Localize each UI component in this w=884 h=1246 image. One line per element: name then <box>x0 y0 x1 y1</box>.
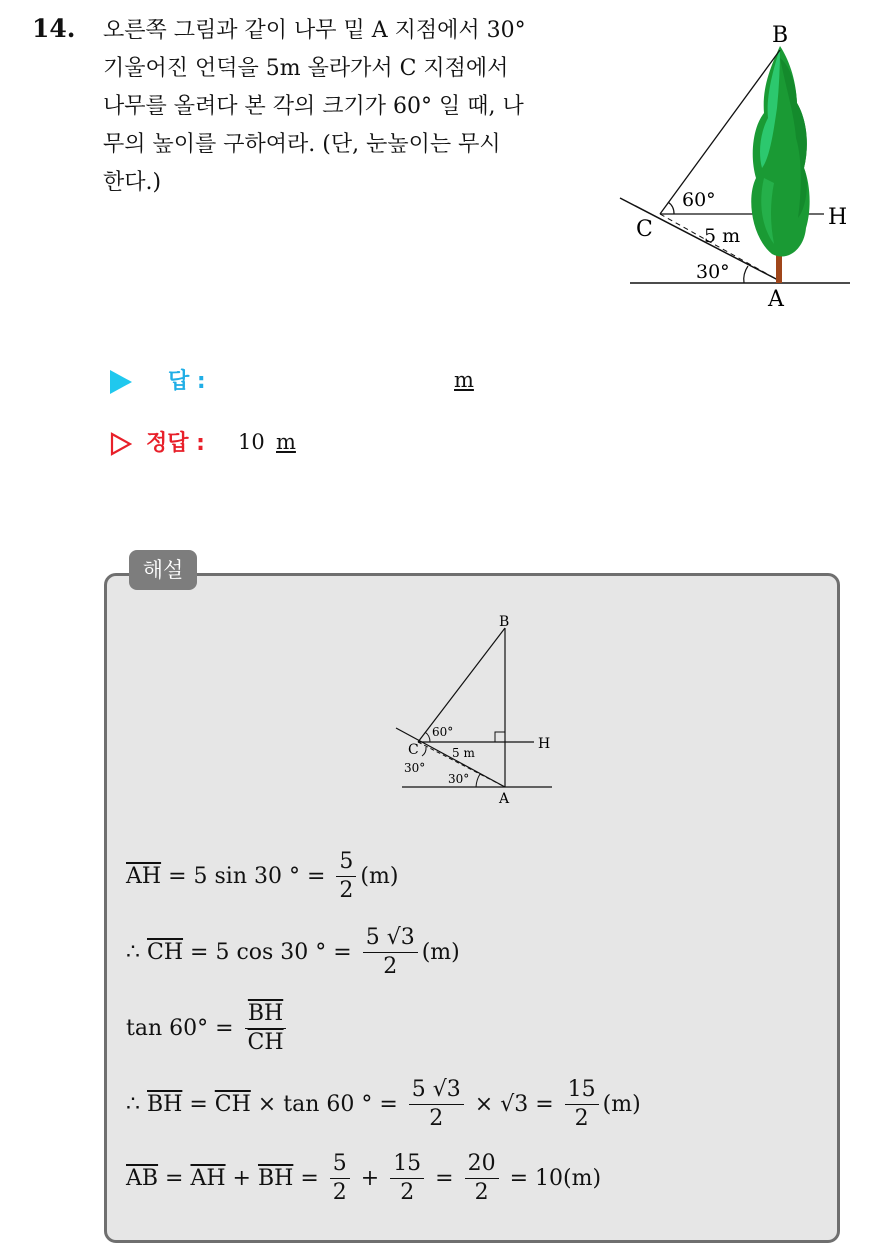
segment-bh: $\overline{BH}$ <box>257 1166 294 1191</box>
equation-ah: $\overline{AH}$ = 5 sin 30 ° = $\frac{5}{2}$ (m) <box>126 849 399 903</box>
label-B: B <box>772 23 789 48</box>
solution-tab: 해설 <box>129 550 197 590</box>
angle-60-label: 60° <box>682 189 716 211</box>
label-H: H <box>538 736 551 752</box>
fraction: $\frac{\overline{BH}}{CH}$ <box>245 1000 287 1057</box>
label-A: A <box>768 287 784 312</box>
question-text <box>103 12 593 202</box>
question-line: 오른쪽 그림과 같이 나무 밑 A 지점에서 30° <box>103 18 526 43</box>
play-outline-icon <box>110 432 132 456</box>
fraction: $\frac{5}{2}$ <box>336 848 356 905</box>
equation-ch: ∴ $\overline{CH}$ = 5 cos 30 ° = $\frac{5 √3}{2}$ (m) <box>126 925 460 979</box>
angle-arc-30 <box>744 266 748 283</box>
answer-label: 답 : <box>168 369 206 394</box>
segment-ch: $\overline{CH}$ <box>214 1092 251 1117</box>
equation-bh: ∴ $\overline{BH}$ = $\overline{CH}$ × tan 60 ° = $\frac{5 √3}{2}$ × √3 = $\frac{15}{2}$ (m) <box>126 1077 641 1131</box>
correct-answer-label: 정답 : <box>146 431 205 456</box>
angle-30-left-label: 30° <box>404 761 426 775</box>
fraction: $\frac{5}{2}$ <box>330 1150 350 1207</box>
fraction: $\frac{15}{2}$ <box>565 1076 599 1133</box>
correct-answer-value: 10 <box>238 430 265 454</box>
tree-slope-figure <box>612 18 862 318</box>
question-line: 무의 높이를 구하여라. (단, 눈높이는 무시 <box>103 132 501 157</box>
angle-30-label: 30° <box>696 261 730 283</box>
segment-ah: $\overline{AH}$ <box>190 1166 226 1191</box>
distance-label: 5 m <box>704 225 741 247</box>
right-angle-mark <box>495 732 505 742</box>
distance-label: 5 m <box>452 746 475 760</box>
angle-arc-30-left <box>422 747 426 756</box>
question-line: 나무를 올려다 본 각의 크기가 60° 일 때, 나 <box>103 94 524 119</box>
fraction: $\frac{20}{2}$ <box>465 1150 499 1207</box>
fraction: $\frac{15}{2}$ <box>390 1150 424 1207</box>
angle-30-label: 30° <box>448 772 470 786</box>
label-A: A <box>499 791 510 807</box>
segment-bh: $\overline{BH}$ <box>147 1092 183 1117</box>
answer-unit: m <box>454 368 474 392</box>
question-line: 기울어진 언덕을 5m 올라가서 C 지점에서 <box>103 56 509 81</box>
label-C: C <box>636 217 653 242</box>
answer-row <box>110 364 206 395</box>
question-number: 14. <box>32 14 76 43</box>
segment-ch: $\overline{CH}$ <box>147 940 184 965</box>
segment-ab: $\overline{AB}$ <box>126 1166 159 1191</box>
equation-tan: tan 60° = $\frac{\overline{BH}}{CH}$ <box>126 1000 291 1057</box>
angle-arc-30 <box>476 774 480 787</box>
angle-60-label: 60° <box>432 725 454 739</box>
fraction: $\frac{5 √3}{2}$ <box>363 924 418 981</box>
correct-answer-unit: m <box>276 430 296 454</box>
correct-answer-row <box>110 426 205 457</box>
label-B: B <box>499 614 510 630</box>
play-icon <box>110 370 132 394</box>
angle-arc-60 <box>668 202 674 214</box>
fraction: $\frac{5 √3}{2}$ <box>409 1076 464 1133</box>
segment-ah: $\overline{AH}$ <box>126 864 162 889</box>
question-line: 한다.) <box>103 170 162 195</box>
solution-figure <box>392 610 562 810</box>
label-H: H <box>828 205 848 230</box>
angle-arc-60 <box>425 732 430 742</box>
label-C: C <box>408 742 419 758</box>
equation-ab: $\overline{AB}$ = $\overline{AH}$ + $\overline{BH}$ = $\frac{5}{2}$ + $\frac{15}{2}$ = $\frac{20}{2}$ = 10(m) <box>126 1151 602 1205</box>
